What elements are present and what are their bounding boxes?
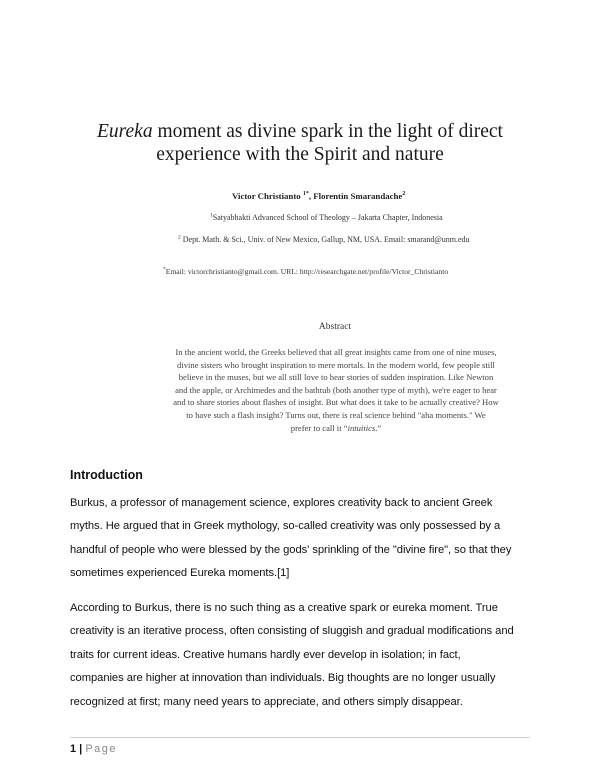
abstract-line: to have such a flash insight? Turns out, there is real science behind "aha moments." We <box>186 409 486 420</box>
paragraph-line: myths. He argued that in Greek mythology, so-called creativity was only possessed by a <box>70 520 501 533</box>
abstract-last-post: .” <box>375 422 382 433</box>
intro-paragraph-1 <box>70 492 540 586</box>
abstract-line: In the ancient world, the Greeks believed that all great insights came from one of nine muses, <box>175 347 497 357</box>
author-2: Florentin Smarandache <box>313 191 403 201</box>
introduction-heading: Introduction <box>70 468 143 482</box>
affiliation-2-marker: 2 <box>178 234 181 241</box>
email-text: Email: victorchristianto@gmail.com. URL: http://researchgate.net/profile/Victor_Christianto <box>165 267 449 276</box>
paragraph-line: recognized at first; many need years to appreciate, and others simply disappear. <box>70 695 463 708</box>
paper-title <box>60 120 540 166</box>
paragraph-line: creativity is an iterative process, often consisting of sluggish and gradual modifications and <box>70 625 514 638</box>
abstract-last-pre: prefer to call it “ <box>290 422 348 433</box>
affiliation-1 <box>210 213 443 222</box>
author-1-marker: 1* <box>302 191 309 198</box>
page-footer <box>70 743 117 755</box>
abstract-line: and to share stories about flashes of insight. But what does it take to be actually creative? How <box>173 397 499 408</box>
title-line-1-rest: moment as divine spark in the light of direct <box>152 121 503 142</box>
title-line-1 <box>60 120 540 143</box>
abstract-body <box>141 346 531 434</box>
author-2-marker: 2 <box>402 191 406 198</box>
author-separator: , <box>308 191 314 201</box>
email-marker: * <box>163 266 166 273</box>
footer-rule <box>70 737 530 738</box>
author-1: Victor Christianto <box>232 191 301 201</box>
affiliation-2-text: Dept. Math. & Sci., Univ. of New Mexico, Gallup, NM, USA. Email: smarand@unm.edu <box>180 235 470 244</box>
author-list <box>232 191 405 201</box>
paragraph-line: Burkus, a professor of management science, explores creativity back to ancient Greek <box>70 497 493 509</box>
page-number: 1 <box>70 743 77 755</box>
abstract-line: and the apple, or Archimedes and the bathtub (both another type of myth), we're eager to hear <box>175 384 497 395</box>
affiliation-1-text: Satyabhakti Advanced School of Theology – Jakarta Chapter, Indonesia <box>212 213 443 222</box>
corresponding-email <box>163 267 448 276</box>
footer-separator: | <box>76 743 86 755</box>
paragraph-line: companies are higher at innovation than individuals. Big thoughts are no longer usually <box>70 672 496 685</box>
page-label: Page <box>85 743 118 755</box>
paragraph-line: According to Burkus, there is no such thing as a creative spark or eureka moment. True <box>70 602 498 614</box>
title-line-2: experience with the Spirit and nature <box>156 144 444 165</box>
intro-paragraph-2 <box>70 597 540 714</box>
abstract-heading: Abstract <box>318 322 352 332</box>
abstract-line: divine sisters who brought inspiration to mere mortals. In the modern world, few people still <box>177 359 495 370</box>
title-italic-word: Eureka <box>97 121 153 142</box>
affiliation-1-marker: 1 <box>210 212 213 219</box>
abstract-line-last <box>141 422 531 435</box>
paragraph-line: traits for current ideas. Creative humans hardly ever develop in isolation; in fact, <box>70 648 461 661</box>
affiliation-2 <box>178 235 470 244</box>
paragraph-line: sometimes experienced Eureka moments.[1] <box>70 567 290 580</box>
abstract-line: believe in the muses, but we all still love to hear stories of sudden inspiration. Like Newton <box>178 372 494 383</box>
paragraph-line: handful of people who were blessed by the gods' sprinkling of the "divine fire", so that they <box>70 543 512 556</box>
abstract-italic-term: intuitics <box>347 422 376 433</box>
